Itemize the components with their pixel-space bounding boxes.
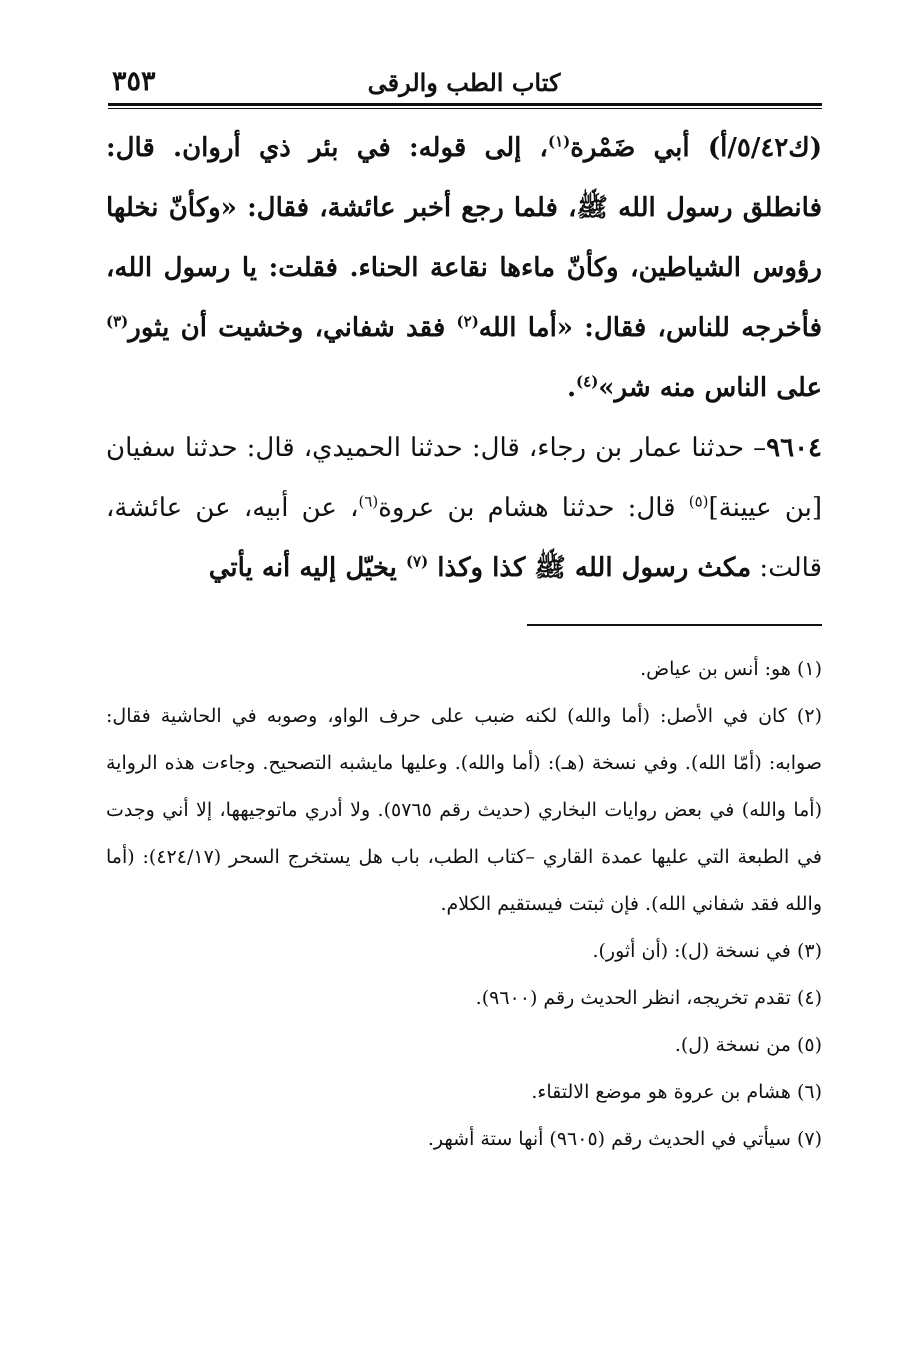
footnote-text: هشام بن عروة هو موضع الالتقاء. [531, 1081, 791, 1103]
para2-text-1: – حدثنا عمار بن رجاء، قال: حدثنا الحميدي، قال: حدثنا سفيان [بن عيينة] [106, 433, 822, 523]
para1-text-3: فقد شفاني، وخشيت أن يثور [128, 313, 457, 343]
para2-text-4: مكث رسول الله ﷺ كذا وكذا [428, 553, 752, 583]
para1-text-4: على الناس منه شر» [598, 373, 822, 403]
footnote-text: من نسخة (ل). [674, 1034, 791, 1056]
footnote-ref-7: (٧) [405, 552, 429, 571]
footnote-3 [106, 928, 822, 975]
footnote-label: (٧) [796, 1128, 822, 1150]
footnote-ref-1: (١) [547, 132, 571, 151]
footnote-label: (٤) [796, 987, 822, 1009]
footnote-ref-5: (٥) [688, 492, 709, 511]
footnote-1 [106, 646, 822, 693]
footnote-6 [106, 1069, 822, 1116]
header-rule [108, 103, 822, 106]
footnote-text: في نسخة (ل): (أن أثور). [592, 940, 791, 962]
footnote-ref-4: (٤) [576, 372, 599, 391]
footnote-ref-6: (٦) [358, 492, 379, 511]
footnote-text: هو: أنس بن عياض. [640, 658, 791, 680]
para2-text-5: يخيّل إليه أنه يأتي [208, 553, 406, 583]
footnote-ref-3: (٣) [106, 312, 129, 331]
running-title: كتاب الطب والرقى [367, 68, 561, 97]
para1-text-2: ، إلى قوله: في بئر ذي أروان. قال: فانطلق رسول الله ﷺ، فلما رجع أخبر عائشة، فقال: «وكأنّ نخلها رؤوس الشياطين، وكأنّ ماءها نقاعة الحناء. فقلت: يا رسول الله، فأخرجه للناس، فقال: «أما الله [106, 133, 823, 343]
footnote-separator [527, 624, 822, 626]
footnote-2 [106, 693, 822, 928]
hadith-number: ٩٦٠٤ [766, 433, 822, 463]
footnote-text: كان في الأصل: (أما والله) لكنه ضبب على حرف الواو، وصوبه في الحاشية فقال: صوابه: (أمّا الله). وفي نسخة (هـ): (أما والله). وعليها مايشبه التصحيح. وجاءت هذه الرواية (أما والله) في بعض روايات البخاري (حديث رقم ٥٧٦٥). ولا أدري ماتوجيهها، إلا أني وجدت في الطبعة التي عليها عمدة القاري –كتاب الطب، باب هل يستخرج السحر (٤٢٤/١٧): (أما والله فقد شفاني الله). فإن ثبتت فيستقيم الكلام. [106, 705, 823, 915]
para1-text-1: أبي ضَمْرة [570, 133, 708, 163]
para2-text-2: قال: حدثنا هشام بن عروة [378, 493, 689, 523]
footnote-7 [106, 1116, 822, 1163]
para2-text-3: ، عن أبيه، عن عائشة، قالت: [106, 493, 822, 583]
footnote-4 [106, 975, 822, 1022]
footnote-label: (٣) [796, 940, 822, 962]
para1-text-5: . [566, 373, 577, 403]
footnote-ref-2: (٢) [456, 312, 479, 331]
footnote-text: سيأتي في الحديث رقم (٩٦٠٥) أنها ستة أشهر. [427, 1128, 791, 1150]
main-text [106, 118, 822, 598]
footnote-label: (٢) [796, 705, 822, 727]
footnote-label: (٦) [796, 1081, 822, 1103]
footnote-label: (٥) [796, 1034, 822, 1056]
footnotes [106, 646, 822, 1163]
footnote-label: (١) [796, 658, 822, 680]
paragraph-2 [106, 418, 822, 598]
manuscript-ref: (ك٥/٤٢/أ) [707, 133, 823, 163]
page-header [108, 64, 820, 104]
page-number: ٣٥٣ [112, 66, 156, 97]
footnote-5 [106, 1022, 822, 1069]
header-rule-thin [108, 108, 822, 109]
paragraph-1 [106, 118, 822, 418]
footnote-text: تقدم تخريجه، انظر الحديث رقم (٩٦٠٠). [475, 987, 791, 1009]
